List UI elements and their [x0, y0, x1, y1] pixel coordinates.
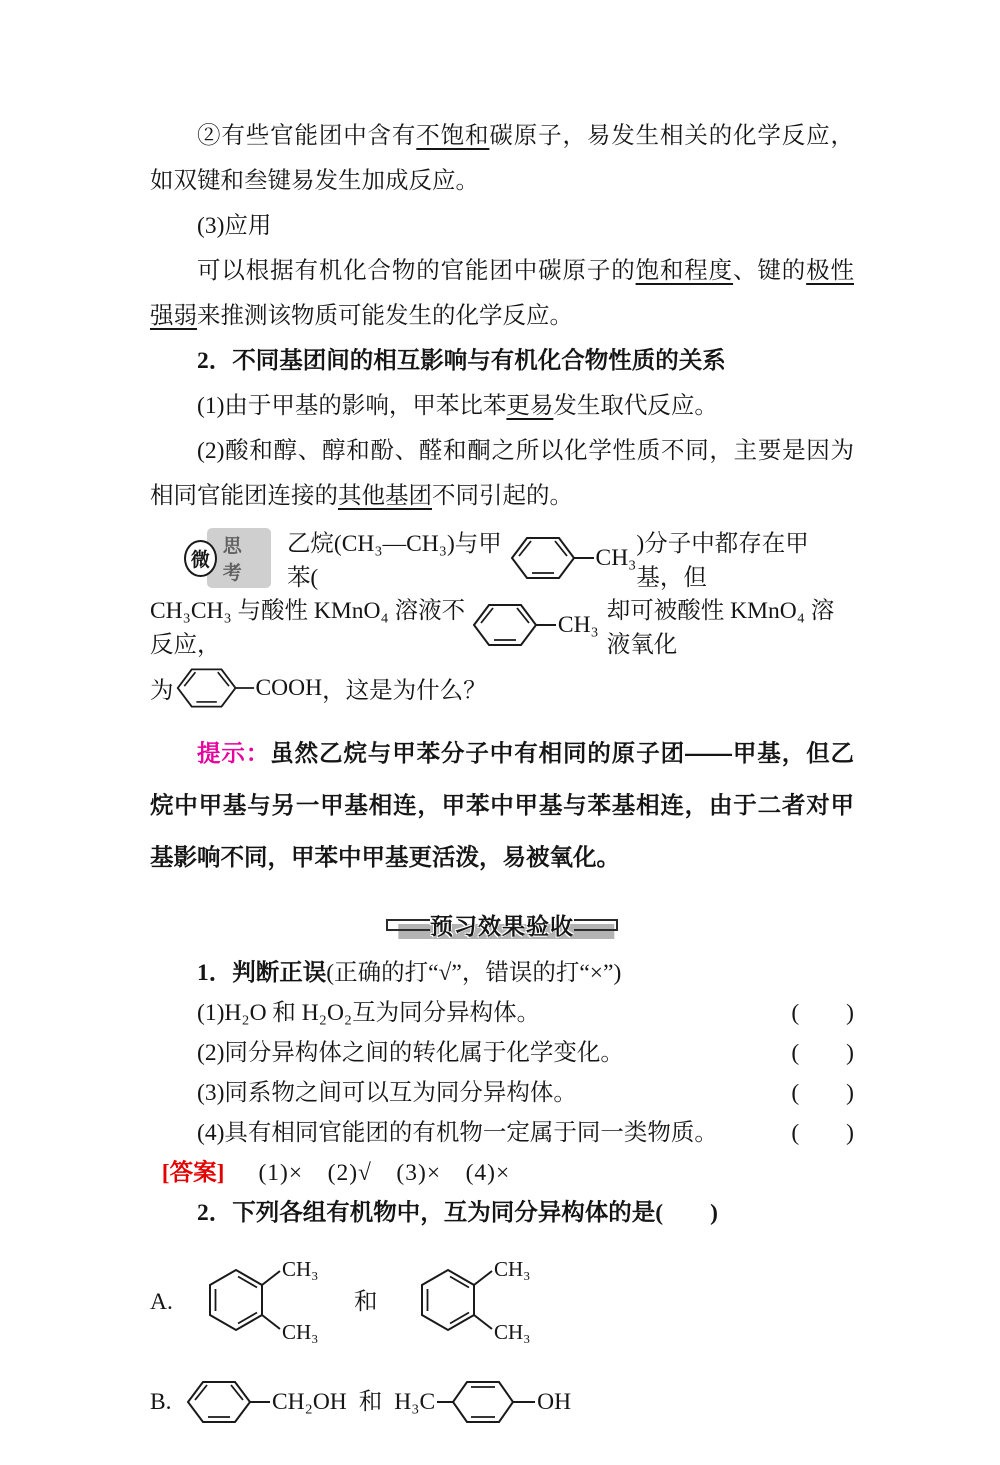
underlined-term: 不饱和	[416, 123, 490, 149]
benzyl-ring-icon	[184, 1373, 272, 1431]
answer-paren: ( )	[791, 1119, 854, 1146]
text-segment: 2．下列各组有机物中，互为同分异构体的是( )	[197, 1199, 718, 1226]
judge-text: (2)同分异构体之间的转化属于化学变化。	[197, 1039, 624, 1066]
judge-text: (1)H₂O 和 H₂O₂互为同分异构体。	[197, 999, 541, 1026]
question-number: 1．	[197, 959, 233, 986]
question-2-stem	[150, 1193, 854, 1233]
text-segment: 却可被酸性 KMnO₄ 溶液氧化	[606, 598, 835, 658]
hint-paragraph	[150, 727, 854, 883]
section-heading-2	[150, 339, 854, 384]
text-segment: 不同引起的。	[432, 483, 573, 509]
answer-paren: ( )	[791, 1079, 854, 1106]
text-segment: 2．不同基团间的相互影响与有机化合物性质的关系	[197, 348, 726, 374]
formula-label: H₃C	[394, 1388, 436, 1415]
judge-item-4	[150, 1113, 854, 1153]
option-a-row	[150, 1245, 854, 1359]
underlined-term: 其他基团	[338, 483, 432, 509]
benzene-ring-benzoic-icon	[174, 661, 256, 715]
text-segment: ，这是为什么？	[322, 678, 487, 704]
and-separator: 和	[354, 1288, 378, 1315]
benzene-ring-toluene-icon	[508, 529, 596, 587]
answer-label: [答案]	[161, 1159, 225, 1186]
paragraph-application-heading	[150, 204, 854, 249]
judge-item-2	[150, 1033, 854, 1073]
answer-row	[150, 1153, 854, 1193]
answer-paren: ( )	[791, 1039, 854, 1066]
answer-paren: ( )	[791, 999, 854, 1026]
benzene-ring-toluene-icon	[470, 596, 558, 654]
question-rest: (正确的打“√”，错误的打“×”)	[326, 959, 622, 986]
sikao-label: 思考	[207, 528, 271, 588]
paragraph-application-body	[150, 249, 854, 339]
text-segment: (3)应用	[197, 213, 272, 239]
underlined-term: 饱和程度	[635, 258, 734, 284]
micro-line-2	[150, 593, 854, 657]
underlined-term: 更易	[506, 393, 554, 419]
micro-line-3	[150, 657, 854, 719]
methyl-label: CH₃	[493, 1319, 530, 1344]
methyl-label: CH₃	[282, 1256, 319, 1281]
ortho-xylene-structure-icon	[396, 1245, 546, 1359]
option-b-label: B.	[150, 1388, 172, 1415]
text-segment: 为	[150, 678, 174, 704]
text-segment: 碳原子，易发生相关的化学反应，如双键和叁键易发生加成反应。	[150, 123, 855, 194]
judge-text: (3)同系物之间可以互为同分异构体。	[197, 1079, 577, 1106]
answer-values: (1)× (2)√ (3)× (4)×	[258, 1159, 511, 1186]
underlined-term: 极性强弱	[150, 258, 855, 329]
paragraph-unsaturated-carbon	[150, 114, 854, 204]
text-segment: 乙烷(CH₃—CH₃)与甲苯(	[286, 531, 502, 591]
text-segment: 、键的	[733, 258, 807, 284]
hint-text: 虽然乙烷与甲苯分子中有相同的原子团——甲基，但乙烷中甲基与另一甲基相连，甲苯中甲基与苯基相连，由于二者对甲基影响不同，甲苯中甲基更活泼，易被氧化。	[150, 740, 855, 870]
text-segment: CH₃CH₃ 与酸性 KMnO₄ 溶液不反应，	[150, 598, 466, 658]
question-section	[150, 953, 854, 1435]
micro-line-1	[150, 523, 854, 593]
text-segment: (1)由于甲基的影响，甲苯比苯	[197, 393, 507, 419]
formula-label: CH₂OH	[272, 1388, 347, 1415]
question-title: 判断正误	[232, 959, 327, 986]
formula-label: OH	[537, 1388, 572, 1415]
question-1-stem	[150, 953, 854, 993]
text-segment: (2)酸和醇、醇和酚、醛和酮之所以化学性质不同，主要是因为相同官能团连接的	[150, 438, 854, 509]
text-segment: )分子中都存在甲基，但	[636, 531, 809, 591]
paragraph-acid-alcohol	[150, 429, 854, 519]
methyl-label: CH₃	[282, 1319, 319, 1344]
banner-title: 预习效果验收	[430, 914, 574, 939]
section-banner	[150, 907, 854, 943]
wei-circle-icon: 微	[184, 540, 217, 577]
and-separator: 和	[358, 1388, 383, 1415]
option-a-label: A.	[150, 1288, 173, 1315]
text-segment: 可以根据有机化合物的官能团中碳原子的	[197, 258, 636, 284]
text-segment: 来推测该物质可能发生的化学反应。	[197, 303, 573, 329]
text-segment: ②有些官能团中含有	[197, 123, 417, 149]
methyl-label: CH₃	[493, 1256, 530, 1281]
formula-label: CH₃	[595, 544, 637, 571]
paragraph-methyl-influence	[150, 384, 854, 429]
option-b-row	[150, 1369, 854, 1435]
judge-text: (4)具有相同官能团的有机物一定属于同一类物质。	[197, 1119, 718, 1146]
micro-thinking-block	[150, 523, 854, 719]
formula-label: COOH	[255, 674, 323, 701]
micro-thinking-badge	[184, 528, 271, 588]
formula-label: CH₃	[557, 611, 599, 638]
para-cresol-ring-icon	[435, 1373, 537, 1431]
ortho-xylene-structure-icon	[184, 1245, 334, 1359]
judge-item-1	[150, 993, 854, 1033]
judge-item-3	[150, 1073, 854, 1113]
text-segment: 发生取代反应。	[553, 393, 718, 419]
hint-label: 提示：	[197, 740, 271, 766]
